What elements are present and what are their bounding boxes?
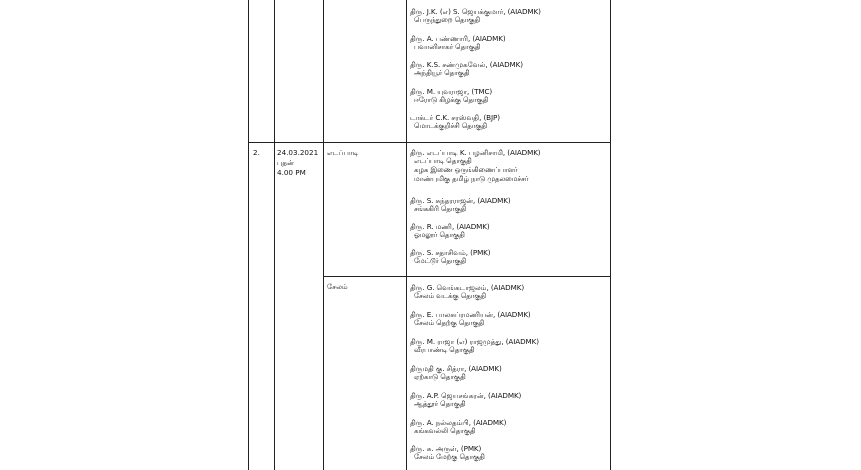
constituency: ஓமலூர் தொகுதி <box>414 231 465 239</box>
party-post: கழக இணை ஒருங்கிணைப்பாளர் <box>414 166 518 174</box>
member-name: திரு. E. பாலசுப்ரமணியன், (AIADMK) <box>410 310 531 319</box>
place-salem: சேலம் <box>327 282 348 291</box>
list-item <box>410 148 610 184</box>
constituency: ஆத்தூர் தொகுதி <box>414 400 466 408</box>
constituency: எடப்பாடி தொகுதி <box>414 157 472 165</box>
member-name: டாக்டர் C.K. சரஸ்வதி, (BJP) <box>410 113 500 122</box>
member-name: திரு. A. பண்ணாரி, (AIADMK) <box>410 34 506 43</box>
list-item <box>410 444 610 462</box>
member-name: திரு. A. நல்லதம்பி, (AIADMK) <box>410 418 507 427</box>
member-name: திரு. G. வெங்கடாஜலம், (AIADMK) <box>410 283 525 292</box>
table-border-right <box>610 0 611 470</box>
list-item <box>410 196 610 214</box>
member-name: திரு. S. சுந்தரராஜன், (AIADMK) <box>410 196 511 205</box>
constituency: சங்ககிரி தொகுதி <box>414 205 467 213</box>
list-item <box>410 7 610 25</box>
list-item <box>410 310 610 328</box>
member-name: திரு. K.S. சண்முகவேல், (AIADMK) <box>410 60 523 69</box>
government-post: மாண்புமிகு தமிழ் நாடு முதலமைச்சர் <box>414 175 529 183</box>
list-item <box>410 113 610 131</box>
member-name: திரு. A.P. ஜெயசங்கரன், (AIADMK) <box>410 391 522 400</box>
constituency: சேலம் தெற்கு தொகுதி <box>414 319 485 327</box>
list-item <box>410 418 610 436</box>
list-item <box>410 87 610 105</box>
list-item <box>410 222 610 240</box>
time: 4.00 PM <box>277 168 306 177</box>
place-edappadi: எடப்பாடி <box>327 148 359 157</box>
list-item <box>410 60 610 78</box>
constituency: சேலம் வடக்கு தொகுதி <box>414 292 487 300</box>
table-divider-serial <box>274 0 275 470</box>
row-divider-2 <box>323 276 611 277</box>
table-divider-date <box>323 0 324 470</box>
constituency: ஈரோடு கிழக்கு தொகுதி <box>414 96 489 104</box>
constituency: ஏற்காடு தொகுதி <box>414 373 466 381</box>
member-name: திரு. R. மணி, (AIADMK) <box>410 222 490 231</box>
member-name: திரு. எடப்பாடி K. பழனிசாமி, (AIADMK) <box>410 148 541 157</box>
table-divider-place <box>406 0 407 470</box>
serial-number: 2. <box>253 148 260 157</box>
constituency: கங்கவல்லி தொகுதி <box>414 427 476 435</box>
list-item <box>410 337 610 355</box>
date: 24.03.2021 <box>277 148 319 157</box>
member-name: திரு. M. யுவராஜா, (TMC) <box>410 87 493 96</box>
constituency: மொடக்குறிச்சி தொகுதி <box>414 122 488 130</box>
table-border-left <box>248 0 249 470</box>
constituency: வீரபாண்டி தொகுதி <box>414 346 475 354</box>
member-name: திரு. S. சதாசிவம், (PMK) <box>410 248 491 257</box>
constituency: சேலம் மேற்கு தொகுதி <box>414 453 485 461</box>
list-item <box>410 283 610 301</box>
constituency: அந்தியூர் தொகுதி <box>414 69 470 77</box>
member-name: திரு. M. ராஜா (எ) ராஜமுத்து, (AIADMK) <box>410 337 539 346</box>
constituency: மேட்டூர் தொகுதி <box>414 257 467 265</box>
member-name: திரு. J.K. (எ) S. ஜெயக்குமார், (AIADMK) <box>410 7 541 16</box>
constituency: பவானிசாகர் தொகுதி <box>414 43 481 51</box>
list-item <box>410 248 610 266</box>
day: புதன் <box>277 158 295 167</box>
member-name: திருமதி கு. சித்ரா, (AIADMK) <box>410 364 502 373</box>
row-divider-1 <box>248 142 611 143</box>
list-item <box>410 364 610 382</box>
list-item <box>410 391 610 409</box>
constituency: பெருந்துறை தொகுதி <box>414 16 480 24</box>
member-name: திரு. சு. அருள், (PMK) <box>410 444 482 453</box>
list-item <box>410 34 610 52</box>
